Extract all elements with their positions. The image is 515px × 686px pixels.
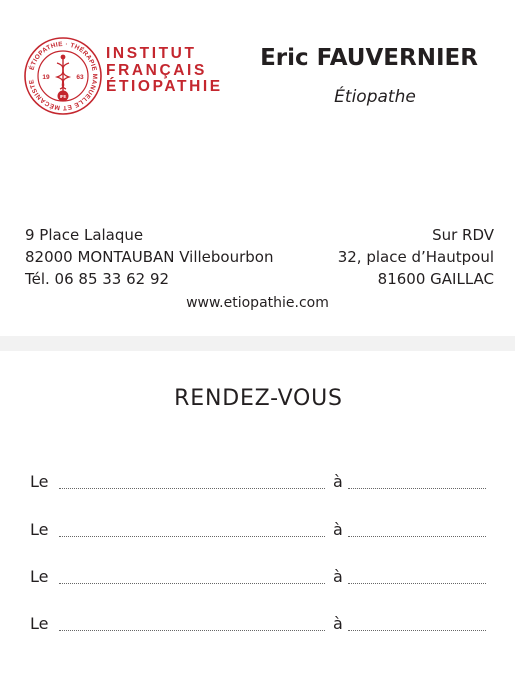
wordmark-line-1: INSTITUT xyxy=(106,45,197,62)
appointment-date-field[interactable] xyxy=(59,488,325,489)
appointment-date-label: Le xyxy=(30,472,49,491)
appointment-row xyxy=(30,563,488,585)
seal-year-right: 63 xyxy=(76,74,84,81)
appointment-date-field[interactable] xyxy=(59,536,325,537)
address-right-line-2: 32, place d’Hautpoul xyxy=(337,248,494,266)
practitioner-name: Eric FAUVERNIER xyxy=(260,45,478,71)
appointment-date-label: Le xyxy=(30,614,49,633)
appointment-row xyxy=(30,516,488,538)
appointment-time-field[interactable] xyxy=(348,630,486,631)
appointment-time-label: à xyxy=(333,472,343,491)
wordmark-line-3: ÉTIOPATHIE xyxy=(106,78,223,95)
seal-year-left: 19 xyxy=(42,74,50,81)
appointment-date-field[interactable] xyxy=(59,630,325,631)
practitioner-title: Étiopathe xyxy=(334,87,416,107)
address-montauban xyxy=(25,224,273,290)
seal-center-text: IFE xyxy=(59,94,67,99)
website-url: www.etiopathie.com xyxy=(186,295,329,311)
appointment-time-field[interactable] xyxy=(348,536,486,537)
address-right-line-3: 81600 GAILLAC xyxy=(377,270,494,288)
card-front xyxy=(0,0,515,336)
address-gaillac xyxy=(338,224,494,290)
wordmark-line-2: FRANÇAIS xyxy=(106,61,207,79)
appointment-time-field[interactable] xyxy=(348,583,486,584)
appointment-time-field[interactable] xyxy=(348,488,486,489)
appointment-time-label: à xyxy=(333,614,343,633)
institut-wordmark xyxy=(106,46,223,96)
etiopathie-seal-logo xyxy=(24,37,102,115)
appointment-time-label: à xyxy=(333,520,343,539)
card-separator xyxy=(0,336,515,351)
address-right-line-1: Sur RDV xyxy=(432,226,494,244)
seal-ring-text: ÉTIOPATHIE · THÉRAPIE MANUELLE ET MÉCANISTE xyxy=(28,40,99,112)
appointments-title: RENDEZ-VOUS xyxy=(174,386,343,411)
address-left-line-2: 82000 MONTAUBAN Villebourbon xyxy=(25,248,274,266)
phone-number: Tél. 06 85 33 62 92 xyxy=(25,270,170,288)
address-left-line-1: 9 Place Lalaque xyxy=(25,226,144,244)
appointment-row xyxy=(30,468,488,490)
appointment-row xyxy=(30,610,488,632)
appointment-date-label: Le xyxy=(30,520,49,539)
appointment-date-label: Le xyxy=(30,567,49,586)
appointment-time-label: à xyxy=(333,567,343,586)
appointment-date-field[interactable] xyxy=(59,583,325,584)
